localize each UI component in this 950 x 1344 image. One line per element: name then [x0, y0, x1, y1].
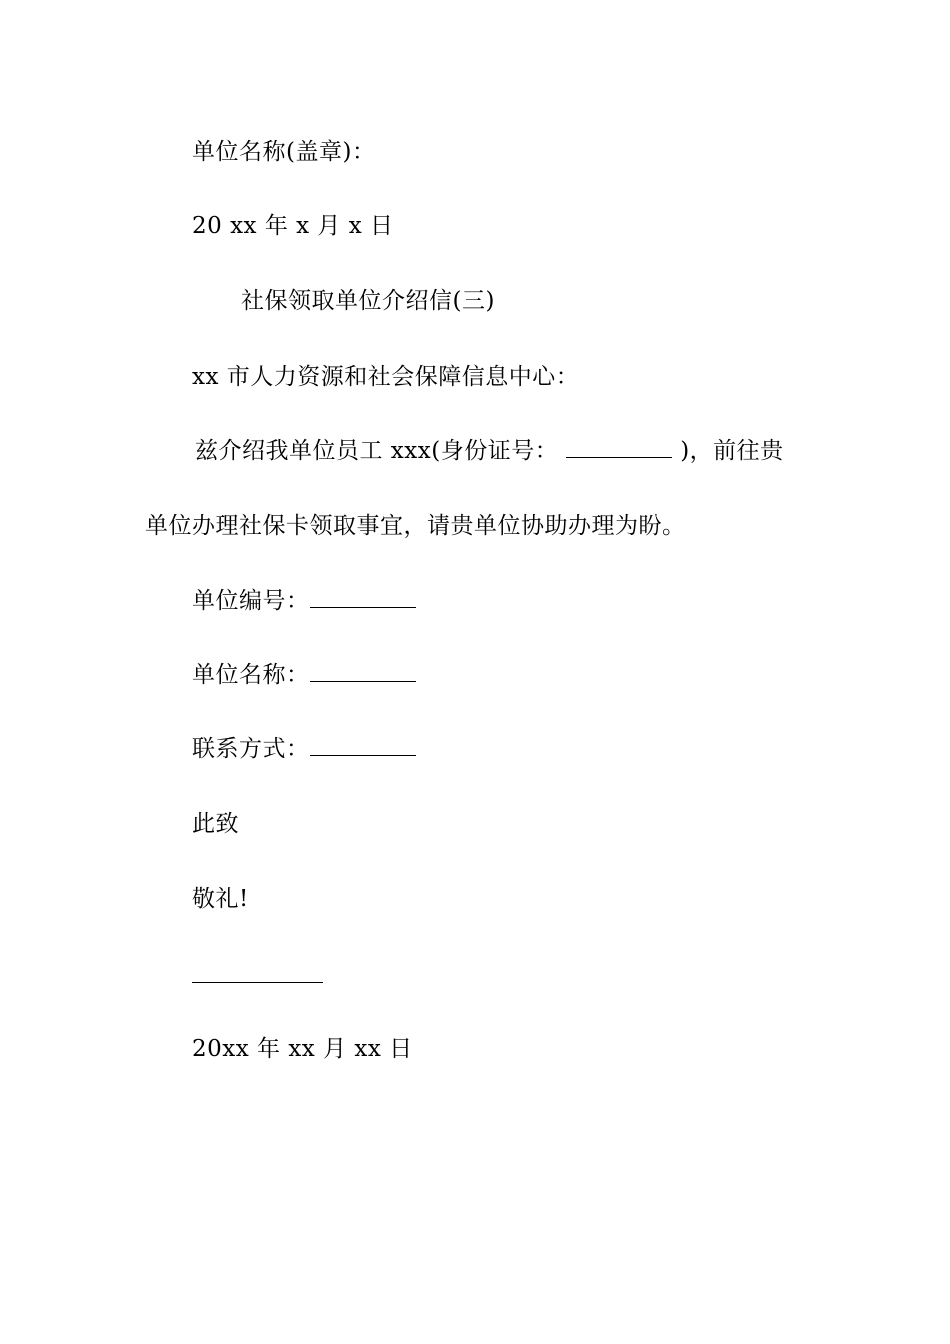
body-text-part1: 兹介绍我单位员工 xxx(身份证号： [195, 438, 559, 464]
signature-blank[interactable] [192, 982, 323, 983]
unit-number-row [192, 586, 416, 616]
unit-name-row [192, 660, 416, 690]
addressee: xx 市人力资源和社会保障信息中心： [192, 364, 580, 390]
date-line-bottom: 20xx 年 xx 月 xx 日 [192, 1036, 413, 1062]
unit-number-label: 单位编号： [192, 588, 310, 614]
body-paragraph-line2: 单位办理社保卡领取事宜，请贵单位协助办理为盼。 [145, 513, 686, 539]
id-number-blank[interactable] [566, 437, 672, 458]
body-paragraph-line1 [195, 436, 784, 466]
letter-title: 社保领取单位介绍信(三) [241, 288, 495, 314]
unit-name-label: 单位名称： [192, 662, 310, 688]
unit-number-blank[interactable] [310, 587, 416, 608]
contact-row [192, 734, 416, 764]
unit-name-blank[interactable] [310, 661, 416, 682]
date-line-top: 20 xx 年 x 月 x 日 [192, 213, 394, 239]
unit-name-seal-label: 单位名称(盖章)： [192, 139, 376, 165]
closing-regards: 敬礼! [192, 886, 249, 912]
body-text-part2: )，前往贵 [680, 438, 784, 464]
contact-label: 联系方式： [192, 736, 310, 762]
contact-blank[interactable] [310, 735, 416, 756]
closing-salutation: 此致 [192, 811, 239, 837]
